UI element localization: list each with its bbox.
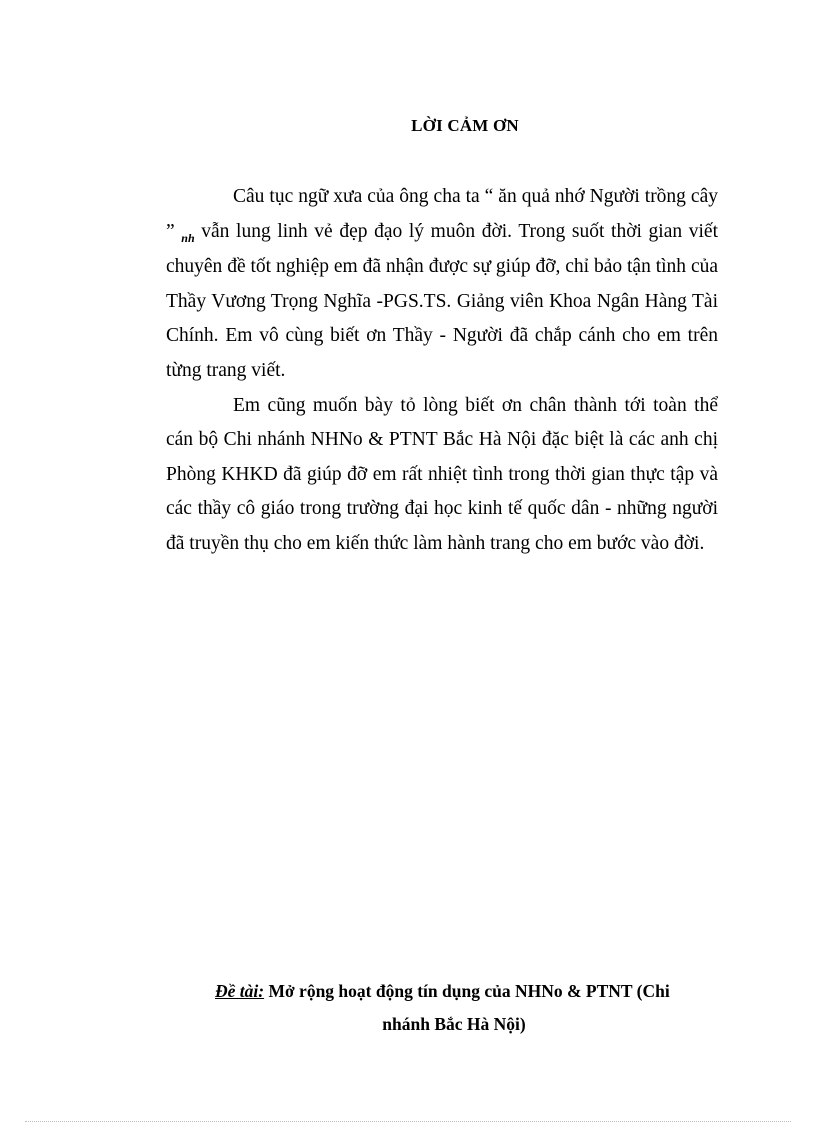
topic-text-1: Mở rộng hoạt động tín dụng của NHNo & PTNT (Chi [264,981,670,1001]
acknowledgement-body [166,180,718,562]
thesis-topic [166,975,718,1041]
page-title: LỜI CẢM ƠN [411,116,519,135]
paragraph-1-start: Câu tục ngữ xưa của ông cha ta “ ăn quả nhớ Người trồng cây ” [166,186,718,242]
paragraph-2: Em cũng muốn bày tỏ lòng biết ơn chân thành tới toàn thể cán bộ Chi nhánh NHNo & PTNT Bắc Hà Nội đặc biệt là các anh chị Phòng KHKD đã giúp đỡ em rất nhiệt tình trong thời gian thực tập và các thầy cô giáo trong trường đại học kinh tế quốc dân - những người đã truyền thụ cho em kiến thức làm hành trang cho em bước vào đời. [166,394,718,554]
topic-line-1 [166,975,718,1008]
topic-line-2: nhánh Bắc Hà Nội) [382,1014,526,1034]
paragraph-1 [166,180,718,389]
page-bottom-rule [25,1121,791,1122]
paragraph-1-mark: nh [181,230,195,245]
topic-label: Đề tài: [215,981,265,1001]
paragraph-1-end: vẫn lung linh vẻ đẹp đạo lý muôn đời. Trong suốt thời gian viết chuyên đề tốt nghiệp em đã nhận được sự giúp đỡ, chỉ bảo tận tình của Thầy Vương Trọng Nghĩa -PGS.TS. Giảng viên Khoa Ngân Hàng Tài Chính. Em vô cùng biết ơn Thầy - Người đã chắp cánh cho em trên từng trang viết. [166,220,718,381]
